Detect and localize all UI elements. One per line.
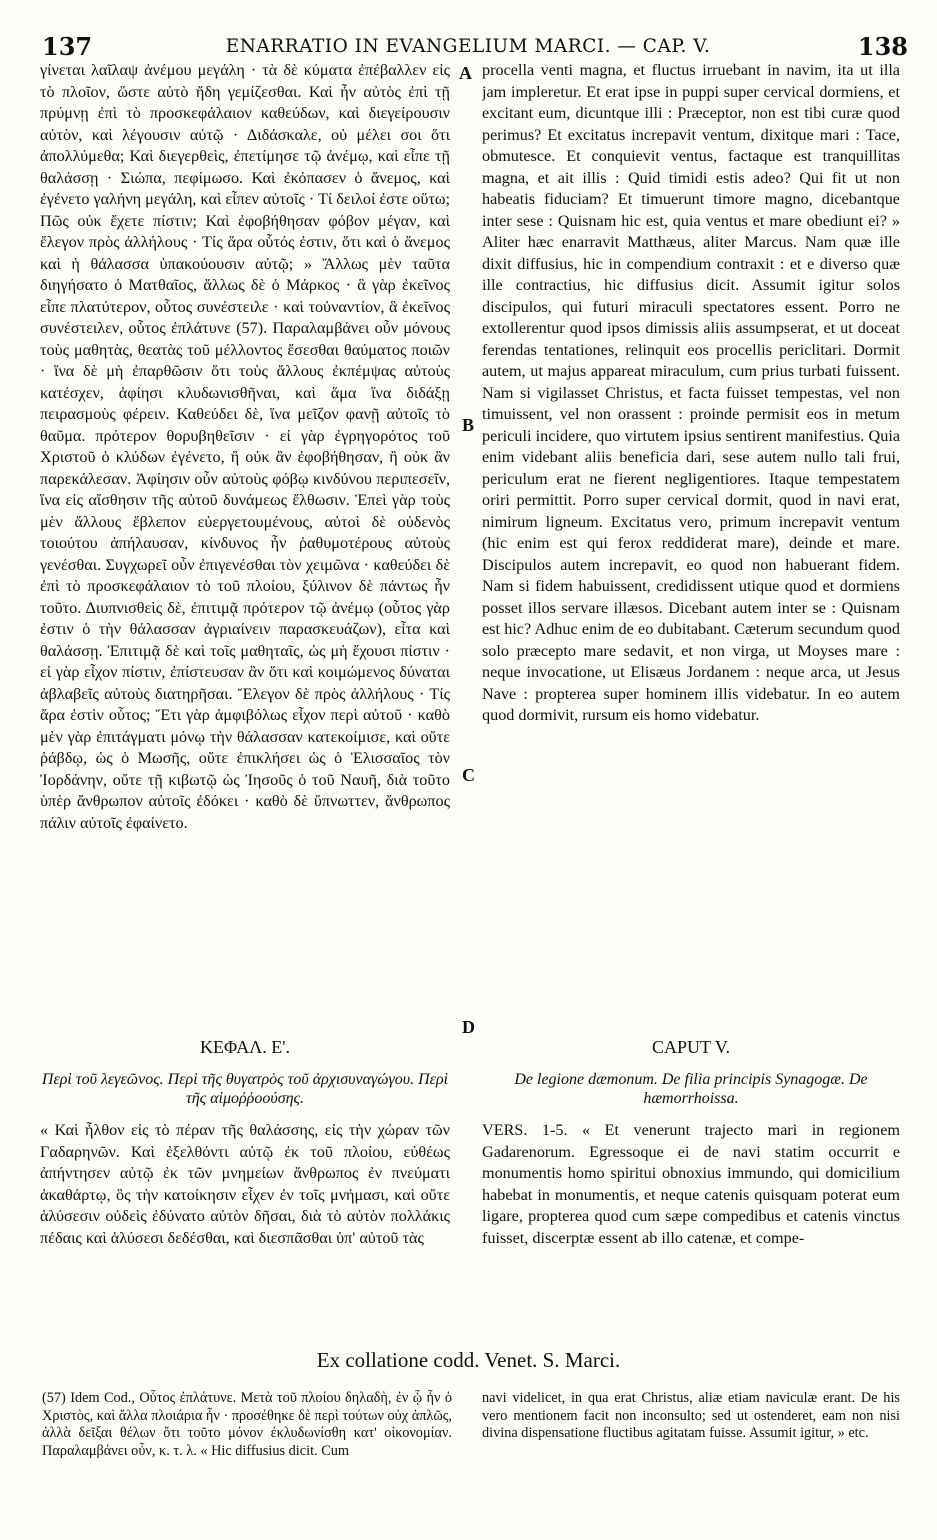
margin-marker-d: D	[462, 1017, 475, 1037]
latin-chapter-subtitle: De legione dæmonum. De filia principis Synagogæ. De hæmorrhoissa.	[514, 1071, 868, 1107]
footnote-right-column	[482, 1390, 900, 1500]
greek-chapter-subtitle: Περὶ τοῦ λεγεῶνος. Περὶ τῆς θυγατρὸς τοῦ ἀρχισυναγώγου. Περὶ τῆς αἱμοῤῥοούσης.	[41, 1071, 449, 1107]
margin-marker-c: C	[462, 765, 475, 785]
latin-main-column	[482, 60, 900, 1020]
latin-main-text: procella venti magna, et fluctus irruebant in navim, ita ut illa jam impleretur. Et erat ipse in puppi super cervical dormiens, et excitant eum, dicuntque illi : Præceptor, non est tibi curæ quod perimus? Et excitatus increpavit ventum, dixitque mari : Tace, obmutesce. Et conquievit ventus, factaque est tranquillitas magna, et ait illis : Quid timidi estis adeo? Qui fit ut non habeatis fiduciam? Et timuerunt timore magno, dicebantque inter sese : Quisnam hic est, quia ventus et mare obediunt ei? » Aliter hæc enarravit Matthæus, aliter Marcus. Nam quæ ille dixit diffusius, hic in compendium contraxit : et e diverso quæ ille contractius, hic diffusius dicit. Assumit igitur solos discipulos, qui futuri miraculi spectatores essent. Porro ne extollerentur quod ipsos dimissis aliis assumpserat, et ut doceat ferendas tentationes, relinquit eos procellis periclitari. Dormit autem, ut majus appareat miraculum, cum prius turbati fuissent. Nam si vigilasset Christus, et facta fuisset tempestas, vel non timuissent, vel non orassent : proinde permisit eos in metum periculi incidere, quo virtutem ipsius sentirent manifestius. Quia enim videbant aliis beneficia dari, sese autem nullo tali frui, periculum erat ne fierent negligentiores. Itaque tempestatem oriri permittit. Porro super cervical dormit, quod in navi erat, nimirum ligneum. Excitatus vero, primum increpavit ventum (hic enim est qui ferox reddiderat mare), deinde et mare. Discipulos autem increpavit, eo quod non habuerant fidem. Nam si fidem habuissent, credidissent utique quod et dormiens posset illos servare illæsos. Dicebant autem inter se : Quisnam est hic? Adhuc enim de eo dubitabant. Cæterum secundum quod solo præcepto mare sedavit, et non virga, ut Moyses mare : neque invocatione, ut Elisæus Jordanem : neque arca, ut Jesus Nave : propterea super hominem illis videbatur. In eo autem quod dormivit, rursum eis homo videbatur.	[482, 61, 900, 724]
latin-chapter-heading: CAPUT V.	[651, 1037, 731, 1057]
left-page-number: 137	[42, 32, 93, 61]
right-page-number: 138	[857, 32, 908, 61]
greek-main-column	[40, 60, 450, 1020]
latin-chapter-text: VERS. 1-5. « Et venerunt trajecto mari in regionem Gadarenorum. Egressoque ei de navi statim occurrit e monumentis homo spiritui obnoxius immundo, qui domicilium habebat in monumentis, et neque catenis quisquam poterat eum ligare, propterea quod cum sæpe compedibus et catenis vinctus fuisset, discerptæ essent ab illo catenæ, et compe-	[482, 1121, 900, 1247]
footnote-left-text: (57) Idem Cod., Οὗτος ἐπλάτυνε. Μετὰ τοῦ πλοίου δηλαδὴ, ἐν ᾧ ἦν ὁ Χριστὸς, καὶ ἄλλα πλοιάρια ἦν · προσέθηκε δὲ περὶ τούτων οὐχ ἁπλῶς, ἀλλὰ δεῖξαι θέλων ὅτι τοῦτο μόνον ἐκλυδωνίσθη κατ' οἰκονομίαν. Παραλαμβάνει οὖν, κ. τ. λ. « Hic diffusius dicit. Cum	[42, 1390, 452, 1459]
latin-chapter-column	[482, 1120, 900, 1335]
margin-marker-b: B	[462, 415, 475, 435]
greek-chapter-heading: ΚΕΦΑΛ. Ε'.	[199, 1037, 291, 1057]
greek-chapter-text: « Καὶ ἦλθον εἰς τὸ πέραν τῆς θαλάσσης, εἰς τὴν χώραν τῶν Γαδαρηνῶν. Καὶ ἐξελθόντι αὐτῷ ἐκ τοῦ πλοίου, εὐθέως ἀπήντησεν αὐτῷ ἐκ τῶν μνημείων ἄνθρωπος ἐν πνεύματι ἀκαθάρτῳ, ὃς τὴν κατοίκησιν εἶχεν ἐν τοῖς μνήμασι, καὶ οὔτε ἁλύσεσιν οὐδεὶς ἐδύνατο αὐτὸν δῆσαι, διὰ τὸ αὐτὸν πολλάκις πέδαις καὶ ἁλύσεσι δεδέσθαι, καὶ διεσπᾶσθαι ὑπ' αὐτοῦ τὰς	[40, 1121, 450, 1247]
running-title: ENARRATIO IN EVANGELIUM MARCI. — CAP. V.	[225, 36, 711, 57]
greek-main-text: γίνεται λαῖλαψ ἀνέμου μεγάλη · τὰ δὲ κύματα ἐπέβαλλεν εἰς τὸ πλοῖον, ὥστε αὐτὸ ἤδη γεμίζεσθαι. Καὶ ἦν αὐτὸς ἐπὶ τῇ πρύμνῃ ἐπὶ τὸ προσκεφάλαιον καθεύδων, καὶ διεγείρουσιν αὐτὸν, καὶ λέγουσιν αὐτῷ · Διδάσκαλε, οὐ μέλει σοι ὅτι ἀπολλύμεθα; Καὶ διεγερθεὶς, ἐπετίμησε τῷ ἀνέμῳ, καὶ εἶπε τῇ θαλάσσῃ · Σιώπα, πεφίμωσο. Καὶ ἐκόπασεν ὁ ἄνεμος, καὶ ἐγένετο γαλήνη μεγάλη, καὶ εἶπεν αὐτοῖς · Τί δειλοί ἐστε οὕτω; Πῶς οὐκ ἔχετε πίστιν; Καὶ ἐφοβήθησαν φόβον μέγαν, καὶ ἔλεγον πρὸς ἀλλήλους · Τίς ἄρα οὗτός ἐστιν, ὅτι καὶ ὁ ἄνεμος καὶ ἡ θάλασσα ὑπακούουσιν αὐτῷ; » Ἄλλως μὲν ταῦτα διηγήσατο ὁ Ματθαῖος, ἄλλως δὲ ὁ Μάρκος · ἃ γὰρ ἐκεῖνος εἶπε πλατύτερον, οὗτος συνέστειλε · καὶ τοὐναντίον, ἃ ἐκεῖνος συνέστειλεν, οὗτος ἐπλάτυνε (57). Παραλαμβάνει οὖν μόνους τοὺς μαθητὰς, θεατὰς τοῦ μέλλοντος ἔσεσθαι θαύματος ποιῶν · ἵνα δὲ μὴ ἐπαρθῶσιν ὅτι τοὺς ἄλλους ἐκπέμψας αὐτοὺς κατέσχεν, ἀφίησι κλυδωνισθῆναι, καὶ ἅμα ἵνα διδάξῃ πειρασμοὺς φέρειν. Καθεύδει δὲ, ἵνα μεῖζον φανῇ αὐτοῖς τὸ θαῦμα. πρότερον θορυβηθεῖσιν · εἰ γὰρ ἐγρηγορότος τοῦ Χριστοῦ ὁ κλύδων ἐγένετο, ἢ οὐκ ἂν ἐφοβήθησαν, ἢ οὐκ ἂν παρεκάλεσαν. Ἀφίησιν οὖν αὐτοὺς φόβῳ κινδύνου περιπεσεῖν, ἵνα εἰς αἴσθησιν τῆς αὐτοῦ δυνάμεως ἔλθωσιν. Ἐπεὶ γὰρ τοὺς μὲν ἄλλους ἔβλεπον εὐεργετουμένους, αὐτοὶ δὲ οὐδενὸς τοιούτου ἀπήλαυσαν, κίνδυνος ἦν ῥαθυμοτέρους αὐτοὺς γενέσθαι. Συγχωρεῖ οὖν ἐπιγενέσθαι τὸν χειμῶνα · καθεύδει δὲ ἐπὶ τὸ προσκεφάλαιον τὸ τοῦ πλοίου, ξύλινον δὲ πάντως ἦν τοῦτο. Διυπνισθεὶς δὲ, ἐπιτιμᾷ πρότερον τῷ ἀνέμῳ (οὗτος γὰρ ἐστιν ὁ τὴν θάλασσαν ἀγριαίνειν παρασκευάζων), εἶτα καὶ θαλάσσῃ. Ἐπιτιμᾷ δὲ καὶ τοῖς μαθηταῖς, ὡς μὴ ἔχουσι πίστιν · εἰ γὰρ εἶχον πίστιν, ἐπίστευσαν ἂν ὅτι καὶ κοιμώμενος δύναται ἀβλαβεῖς αὐτοὺς διατηρῆσαι. Ἔλεγον δὲ πρὸς ἀλλήλους · Τίς ἄρα ἐστὶν οὗτος; Ἔτι γὰρ ἀμφιβόλως εἶχον περὶ αὐτοῦ · καθὸ μὲν γὰρ ἐπιτάγματι μόνῳ τὴν θάλασσαν κατεκοίμισε, καὶ οὔτε ῥάβδῳ, ὡς ὁ Μωσῆς, οὔτε ἐπικλήσει ὡς ὁ Ἐλισσαῖος τὸν Ἰορδάνην, οὔτε τῇ κιβωτῷ ὡς Ἰησοῦς ὁ τοῦ Ναυῆ, διὰ τοῦτο ὑπὲρ ἄνθρωπον αὐτοῖς ἐδόκει · καθὸ δὲ ὕπνωττεν, ἄνθρωπος πάλιν αὐτοῖς ἐφαίνετο.	[40, 61, 450, 832]
footnote-left-column	[42, 1390, 452, 1500]
greek-chapter-column	[40, 1120, 450, 1335]
footnote-right-text: navi videlicet, in qua erat Christus, aliæ etiam naviculæ erant. De his vero mentionem facit non inconsulto; sed ut ostenderet, eam non nisi divina dispensatione fluctibus agitatam fuisse. Assumit igitur, » etc.	[482, 1390, 900, 1441]
running-header	[28, 12, 908, 61]
margin-marker-a: A	[459, 63, 472, 83]
collation-heading: Ex collatione codd. Venet. S. Marci.	[316, 1348, 621, 1372]
